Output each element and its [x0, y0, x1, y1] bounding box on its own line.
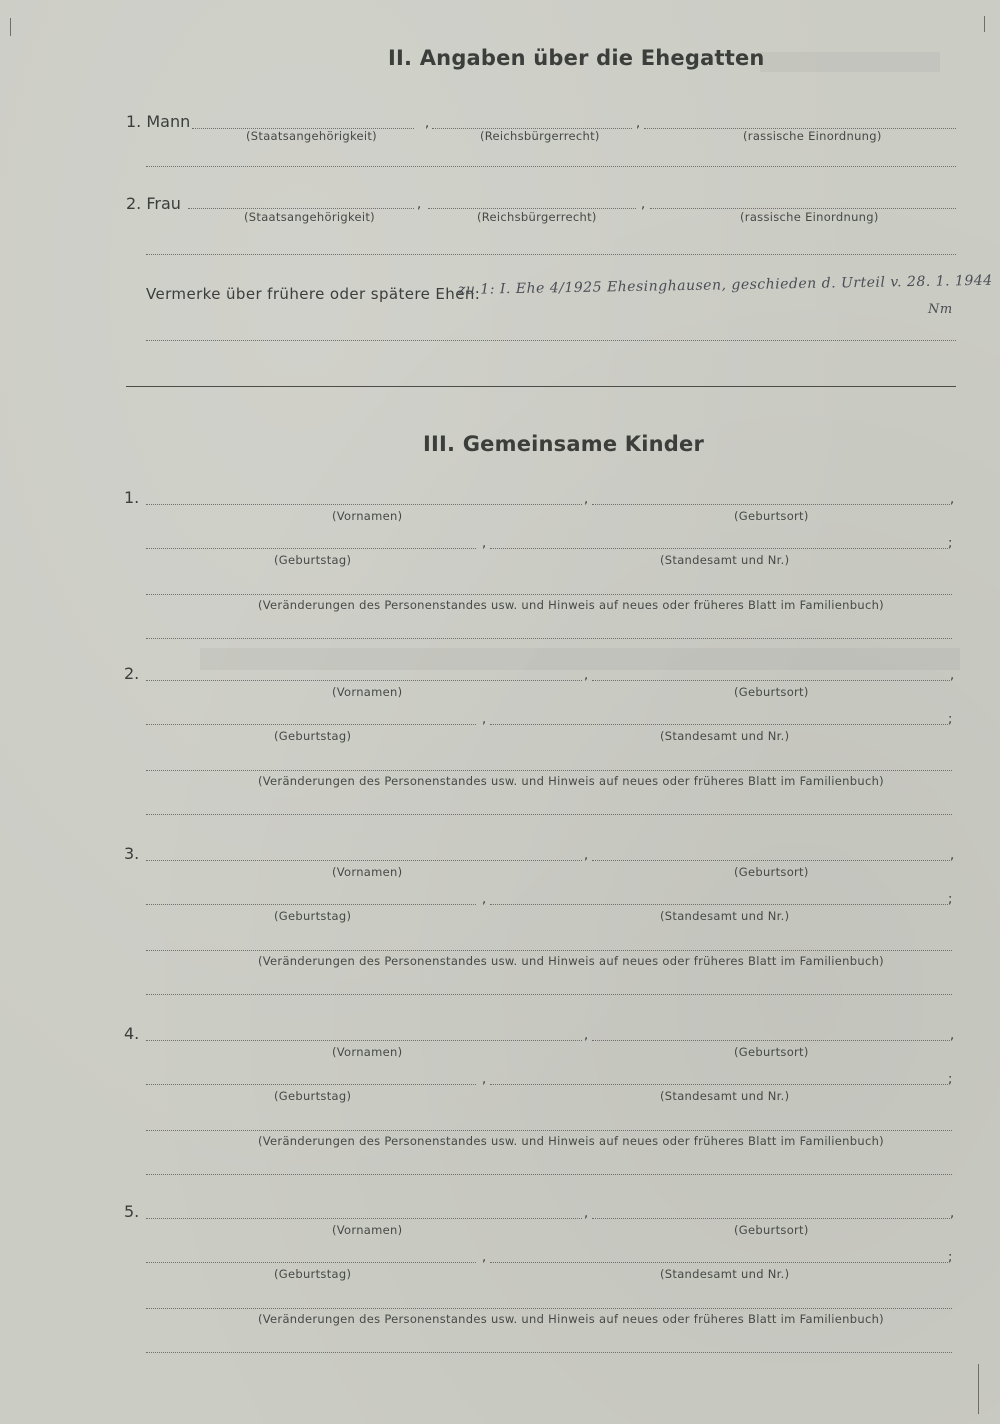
frau-reichsbuergerrecht-field[interactable] [428, 208, 636, 209]
child-vornamen-field[interactable] [146, 1218, 582, 1219]
comma: , [641, 197, 646, 212]
caption-geburtstag: (Geburtstag) [274, 729, 352, 743]
caption-standesamt: (Standesamt und Nr.) [660, 729, 790, 743]
semicolon: ; [948, 892, 953, 907]
comma: , [950, 1206, 955, 1221]
bottom-right-edge-mark [978, 1364, 979, 1414]
caption-rassische-einordnung: (rassische Einordnung) [743, 129, 882, 143]
caption-geburtsort: (Geburtsort) [734, 685, 809, 699]
child-number: 3. [124, 844, 140, 863]
child-number: 4. [124, 1024, 140, 1043]
caption-staatsangehoerigkeit: (Staatsangehörigkeit) [246, 129, 377, 143]
child-number: 2. [124, 664, 140, 683]
child-veraenderungen-line-2[interactable] [146, 1174, 952, 1175]
semicolon: ; [948, 1250, 953, 1265]
caption-veraenderungen: (Veränderungen des Personenstandes usw. und Hinweis auf neues oder früheres Blatt im Familienbuch) [258, 1312, 884, 1326]
child-standesamt-field[interactable] [490, 1084, 948, 1085]
child-geburtstag-field[interactable] [146, 1262, 476, 1263]
child-number: 1. [124, 488, 140, 507]
bleed-through-shadow [200, 648, 960, 670]
child-geburtsort-field[interactable] [592, 1218, 950, 1219]
caption-rassische-einordnung: (rassische Einordnung) [740, 210, 879, 224]
comma: , [482, 536, 487, 551]
frau-staatsangehoerigkeit-field[interactable] [188, 208, 414, 209]
child-veraenderungen-field[interactable] [146, 770, 952, 771]
bleed-through-shadow [760, 52, 940, 72]
child-geburtsort-field[interactable] [592, 1040, 950, 1041]
section-3-title: III. Gemeinsame Kinder [423, 432, 705, 456]
caption-vornamen: (Vornamen) [332, 509, 403, 523]
caption-veraenderungen: (Veränderungen des Personenstandes usw. und Hinweis auf neues oder früheres Blatt im Familienbuch) [258, 954, 884, 968]
caption-reichsbuergerrecht: (Reichsbürgerrecht) [480, 129, 600, 143]
mann-extra-line[interactable] [146, 166, 956, 167]
child-vornamen-field[interactable] [146, 504, 582, 505]
child-veraenderungen-line-2[interactable] [146, 638, 952, 639]
vermerke-handwritten-entry: zu 1: I. Ehe 4/1925 Ehesinghausen, geschieden d. Urteil v. 28. 1. 1944 [457, 272, 993, 298]
comma: , [482, 1250, 487, 1265]
caption-geburtsort: (Geburtsort) [734, 1223, 809, 1237]
caption-geburtstag: (Geburtstag) [274, 553, 352, 567]
comma: , [425, 116, 430, 131]
vermerke-label: Vermerke über frühere oder spätere Ehen: [146, 285, 481, 303]
caption-geburtsort: (Geburtsort) [734, 509, 809, 523]
caption-standesamt: (Standesamt und Nr.) [660, 1089, 790, 1103]
vermerke-handwritten-initials: Nm [928, 302, 953, 317]
caption-geburtstag: (Geburtstag) [274, 1089, 352, 1103]
caption-vornamen: (Vornamen) [332, 865, 403, 879]
comma: , [584, 668, 589, 683]
child-geburtstag-field[interactable] [146, 548, 476, 549]
caption-standesamt: (Standesamt und Nr.) [660, 553, 790, 567]
caption-geburtstag: (Geburtstag) [274, 909, 352, 923]
semicolon: ; [948, 712, 953, 727]
caption-veraenderungen: (Veränderungen des Personenstandes usw. und Hinweis auf neues oder früheres Blatt im Familienbuch) [258, 598, 884, 612]
child-veraenderungen-field[interactable] [146, 950, 952, 951]
comma: , [417, 197, 422, 212]
semicolon: ; [948, 536, 953, 551]
section-separator [126, 386, 956, 387]
caption-geburtsort: (Geburtsort) [734, 865, 809, 879]
child-veraenderungen-field[interactable] [146, 1308, 952, 1309]
comma: , [950, 668, 955, 683]
child-geburtsort-field[interactable] [592, 504, 950, 505]
caption-reichsbuergerrecht: (Reichsbürgerrecht) [477, 210, 597, 224]
section-2-title: II. Angaben über die Ehegatten [388, 46, 765, 70]
caption-geburtstag: (Geburtstag) [274, 1267, 352, 1281]
comma: , [482, 712, 487, 727]
child-number: 5. [124, 1202, 140, 1221]
comma: , [950, 492, 955, 507]
left-edge-mark [10, 18, 11, 36]
child-standesamt-field[interactable] [490, 904, 948, 905]
caption-staatsangehoerigkeit: (Staatsangehörigkeit) [244, 210, 375, 224]
child-standesamt-field[interactable] [490, 548, 948, 549]
caption-vornamen: (Vornamen) [332, 1045, 403, 1059]
child-veraenderungen-field[interactable] [146, 594, 952, 595]
child-geburtstag-field[interactable] [146, 1084, 476, 1085]
caption-veraenderungen: (Veränderungen des Personenstandes usw. und Hinweis auf neues oder früheres Blatt im Familienbuch) [258, 1134, 884, 1148]
child-vornamen-field[interactable] [146, 1040, 582, 1041]
caption-geburtsort: (Geburtsort) [734, 1045, 809, 1059]
comma: , [636, 116, 641, 131]
mann-label: 1. Mann [126, 112, 191, 131]
caption-standesamt: (Standesamt und Nr.) [660, 1267, 790, 1281]
child-geburtsort-field[interactable] [592, 680, 950, 681]
child-geburtstag-field[interactable] [146, 904, 476, 905]
comma: , [584, 848, 589, 863]
comma: , [950, 848, 955, 863]
child-veraenderungen-line-2[interactable] [146, 1352, 952, 1353]
frau-label: 2. Frau [126, 194, 181, 213]
child-veraenderungen-line-2[interactable] [146, 814, 952, 815]
child-geburtsort-field[interactable] [592, 860, 950, 861]
comma: , [482, 1072, 487, 1087]
comma: , [584, 1028, 589, 1043]
caption-vornamen: (Vornamen) [332, 1223, 403, 1237]
comma: , [950, 1028, 955, 1043]
vermerke-line-2[interactable] [146, 340, 956, 341]
child-veraenderungen-line-2[interactable] [146, 994, 952, 995]
frau-rassische-einordnung-field[interactable] [650, 208, 956, 209]
child-standesamt-field[interactable] [490, 1262, 948, 1263]
comma: , [584, 492, 589, 507]
caption-veraenderungen: (Veränderungen des Personenstandes usw. und Hinweis auf neues oder früheres Blatt im Familienbuch) [258, 774, 884, 788]
comma: , [584, 1206, 589, 1221]
child-veraenderungen-field[interactable] [146, 1130, 952, 1131]
child-geburtstag-field[interactable] [146, 724, 476, 725]
caption-vornamen: (Vornamen) [332, 685, 403, 699]
comma: , [482, 892, 487, 907]
right-edge-mark [984, 16, 985, 32]
frau-extra-line[interactable] [146, 254, 956, 255]
child-vornamen-field[interactable] [146, 680, 582, 681]
caption-standesamt: (Standesamt und Nr.) [660, 909, 790, 923]
semicolon: ; [948, 1072, 953, 1087]
child-standesamt-field[interactable] [490, 724, 948, 725]
child-vornamen-field[interactable] [146, 860, 582, 861]
